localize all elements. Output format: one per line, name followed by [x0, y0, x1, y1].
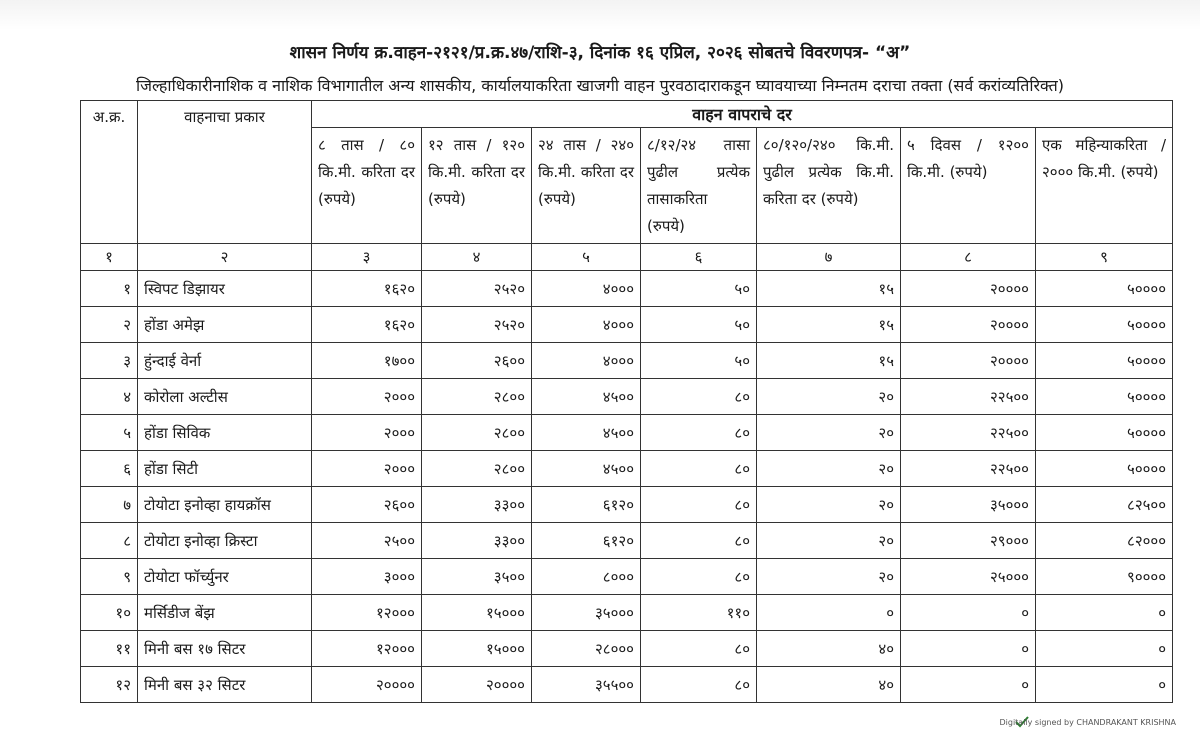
column-number: ३ [312, 244, 422, 271]
cell-rate-8hr: २००० [312, 379, 422, 415]
cell-extra-hour: ५० [641, 307, 757, 343]
cell-rate-8hr: २००० [312, 451, 422, 487]
cell-extra-hour: ८० [641, 631, 757, 667]
cell-rate-12hr: २५२० [422, 307, 532, 343]
cell-rate-8hr: १६२० [312, 307, 422, 343]
cell-five-day: २५००० [901, 559, 1036, 595]
cell-extra-km: ४० [757, 631, 901, 667]
cell-vehicle: टोयोटा इनोव्हा क्रिस्टा [138, 523, 312, 559]
table-row [81, 595, 1173, 631]
cell-five-day: २०००० [901, 307, 1036, 343]
cell-vehicle: मिनी बस १७ सिटर [138, 631, 312, 667]
cell-monthly: ० [1036, 631, 1173, 667]
cell-rate-12hr: २८०० [422, 451, 532, 487]
column-number: ९ [1036, 244, 1173, 271]
cell-vehicle: हुंन्दाई वेर्ना [138, 343, 312, 379]
cell-monthly: ५०००० [1036, 307, 1173, 343]
cell-rate-24hr: ४००० [532, 307, 641, 343]
cell-five-day: २०००० [901, 343, 1036, 379]
cell-rate-12hr: २६०० [422, 343, 532, 379]
header-extra-km-rate: ८०/१२०/२४० कि.मी. पुढील प्रत्येक कि.मी. करिता दर (रुपये) [757, 128, 901, 244]
cell-rate-12hr: १५००० [422, 631, 532, 667]
cell-vehicle: होंडा अमेझ [138, 307, 312, 343]
cell-serial: १२ [81, 667, 138, 703]
cell-rate-24hr: ६१२० [532, 523, 641, 559]
cell-vehicle: टोयोटा इनोव्हा हायक्रॉस [138, 487, 312, 523]
cell-extra-hour: ८० [641, 487, 757, 523]
page-top-shadow [0, 0, 1200, 30]
cell-rate-24hr: ३५५०० [532, 667, 641, 703]
cell-serial: ७ [81, 487, 138, 523]
table-row [81, 667, 1173, 703]
column-number: ६ [641, 244, 757, 271]
column-number: ४ [422, 244, 532, 271]
cell-rate-24hr: ४५०० [532, 379, 641, 415]
header-serial: अ.क्र. [81, 101, 138, 244]
cell-five-day: ० [901, 595, 1036, 631]
cell-rate-12hr: १५००० [422, 595, 532, 631]
cell-serial: ५ [81, 415, 138, 451]
header-12hr-rate: १२ तास / १२० कि.मी. करिता दर (रुपये) [422, 128, 532, 244]
cell-serial: ६ [81, 451, 138, 487]
cell-serial: १० [81, 595, 138, 631]
table-row [81, 271, 1173, 307]
header-vehicle-type: वाहनाचा प्रकार [138, 101, 312, 244]
table-row [81, 631, 1173, 667]
cell-extra-km: १५ [757, 307, 901, 343]
cell-rate-24hr: ४५०० [532, 415, 641, 451]
cell-rate-12hr: २०००० [422, 667, 532, 703]
cell-extra-hour: ८० [641, 559, 757, 595]
cell-extra-hour: ५० [641, 271, 757, 307]
cell-vehicle: होंडा सिविक [138, 415, 312, 451]
digital-signature-text: Digitally signed by CHANDRAKANT KRISHNA [999, 718, 1176, 727]
cell-vehicle: मर्सिडीज बेंझ [138, 595, 312, 631]
cell-serial: ८ [81, 523, 138, 559]
cell-rate-24hr: २८००० [532, 631, 641, 667]
table-row [81, 379, 1173, 415]
cell-vehicle: मिनी बस ३२ सिटर [138, 667, 312, 703]
cell-extra-km: २० [757, 523, 901, 559]
cell-monthly: ९०००० [1036, 559, 1173, 595]
cell-rate-24hr: ४००० [532, 343, 641, 379]
cell-extra-km: ४० [757, 667, 901, 703]
cell-rate-12hr: ३३०० [422, 523, 532, 559]
header-monthly-rate: एक महिन्याकरिता / २००० कि.मी. (रुपये) [1036, 128, 1173, 244]
cell-rate-8hr: २६०० [312, 487, 422, 523]
cell-extra-hour: ८० [641, 415, 757, 451]
cell-rate-24hr: ४००० [532, 271, 641, 307]
cell-vehicle: कोरोला अल्टीस [138, 379, 312, 415]
table-row [81, 523, 1173, 559]
header-5day-rate: ५ दिवस / १२०० कि.मी. (रुपये) [901, 128, 1036, 244]
cell-five-day: ० [901, 631, 1036, 667]
cell-five-day: ० [901, 667, 1036, 703]
table-row [81, 307, 1173, 343]
cell-serial: १ [81, 271, 138, 307]
cell-five-day: २२५०० [901, 379, 1036, 415]
cell-serial: ११ [81, 631, 138, 667]
cell-rate-12hr: २५२० [422, 271, 532, 307]
cell-rate-8hr: १२००० [312, 631, 422, 667]
cell-extra-km: २० [757, 379, 901, 415]
cell-extra-hour: ११० [641, 595, 757, 631]
cell-monthly: ८२५०० [1036, 487, 1173, 523]
header-row-group [81, 101, 1173, 128]
header-24hr-rate: २४ तास / २४० कि.मी. करिता दर (रुपये) [532, 128, 641, 244]
cell-extra-km: २० [757, 487, 901, 523]
cell-five-day: २२५०० [901, 415, 1036, 451]
column-number: ५ [532, 244, 641, 271]
table-row [81, 451, 1173, 487]
cell-serial: ३ [81, 343, 138, 379]
cell-extra-km: २० [757, 415, 901, 451]
cell-rate-8hr: १७०० [312, 343, 422, 379]
table-row [81, 343, 1173, 379]
header-extra-hour-rate: ८/१२/२४ तासा पुढील प्रत्येक तासाकरिता (रुपये) [641, 128, 757, 244]
cell-extra-km: २० [757, 559, 901, 595]
cell-rate-24hr: ६१२० [532, 487, 641, 523]
cell-monthly: ८२००० [1036, 523, 1173, 559]
cell-rate-12hr: ३३०० [422, 487, 532, 523]
cell-extra-hour: ८० [641, 451, 757, 487]
cell-rate-12hr: ३५०० [422, 559, 532, 595]
cell-extra-hour: ८० [641, 667, 757, 703]
cell-extra-km: २० [757, 451, 901, 487]
cell-extra-km: १५ [757, 271, 901, 307]
cell-five-day: २९००० [901, 523, 1036, 559]
header-8hr-rate: ८ तास / ८० कि.मी. करिता दर (रुपये) [312, 128, 422, 244]
cell-extra-hour: ५० [641, 343, 757, 379]
cell-extra-km: ० [757, 595, 901, 631]
cell-monthly: ५०००० [1036, 271, 1173, 307]
cell-monthly: ५०००० [1036, 379, 1173, 415]
rate-table [80, 100, 1173, 703]
column-number: १ [81, 244, 138, 271]
cell-serial: ४ [81, 379, 138, 415]
cell-vehicle: होंडा सिटी [138, 451, 312, 487]
cell-five-day: २०००० [901, 271, 1036, 307]
cell-extra-hour: ८० [641, 523, 757, 559]
cell-serial: २ [81, 307, 138, 343]
cell-monthly: ० [1036, 667, 1173, 703]
cell-rate-8hr: १६२० [312, 271, 422, 307]
cell-monthly: ५०००० [1036, 451, 1173, 487]
cell-rate-8hr: २५०० [312, 523, 422, 559]
cell-extra-hour: ८० [641, 379, 757, 415]
cell-rate-12hr: २८०० [422, 379, 532, 415]
cell-monthly: ५०००० [1036, 415, 1173, 451]
cell-monthly: ५०००० [1036, 343, 1173, 379]
cell-serial: ९ [81, 559, 138, 595]
document-title: शासन निर्णय क्र.वाहन-२१२१/प्र.क्र.४७/राशि-३, दिनांक १६ एप्रिल, २०२६ सोबतचे विवरणपत्र- “अ” [289, 43, 911, 63]
column-number-row [81, 244, 1173, 271]
column-number: ७ [757, 244, 901, 271]
header-rate-group: वाहन वापराचे दर [312, 101, 1173, 128]
document-subtitle: जिल्हाधिकारीनाशिक व नाशिक विभागातील अन्य शासकीय, कार्यालयाकरिता खाजगी वाहन पुरवठादाराकडून घ्यावयाच्या निम्नतम दराचा तक्ता (सर्व करांव्यतिरिक्त) [136, 76, 1064, 95]
cell-vehicle: टोयोटा फॉर्च्युनर [138, 559, 312, 595]
cell-rate-24hr: ३५००० [532, 595, 641, 631]
cell-rate-8hr: २००० [312, 415, 422, 451]
column-number: ८ [901, 244, 1036, 271]
cell-rate-12hr: २८०० [422, 415, 532, 451]
cell-five-day: २२५०० [901, 451, 1036, 487]
cell-extra-km: १५ [757, 343, 901, 379]
cell-rate-8hr: १२००० [312, 595, 422, 631]
cell-rate-24hr: ८००० [532, 559, 641, 595]
cell-rate-8hr: ३००० [312, 559, 422, 595]
table-row [81, 415, 1173, 451]
cell-vehicle: स्विपट डिझायर [138, 271, 312, 307]
table-row [81, 559, 1173, 595]
cell-five-day: ३५००० [901, 487, 1036, 523]
cell-monthly: ० [1036, 595, 1173, 631]
table-row [81, 487, 1173, 523]
cell-rate-8hr: २०००० [312, 667, 422, 703]
column-number: २ [138, 244, 312, 271]
cell-rate-24hr: ४५०० [532, 451, 641, 487]
